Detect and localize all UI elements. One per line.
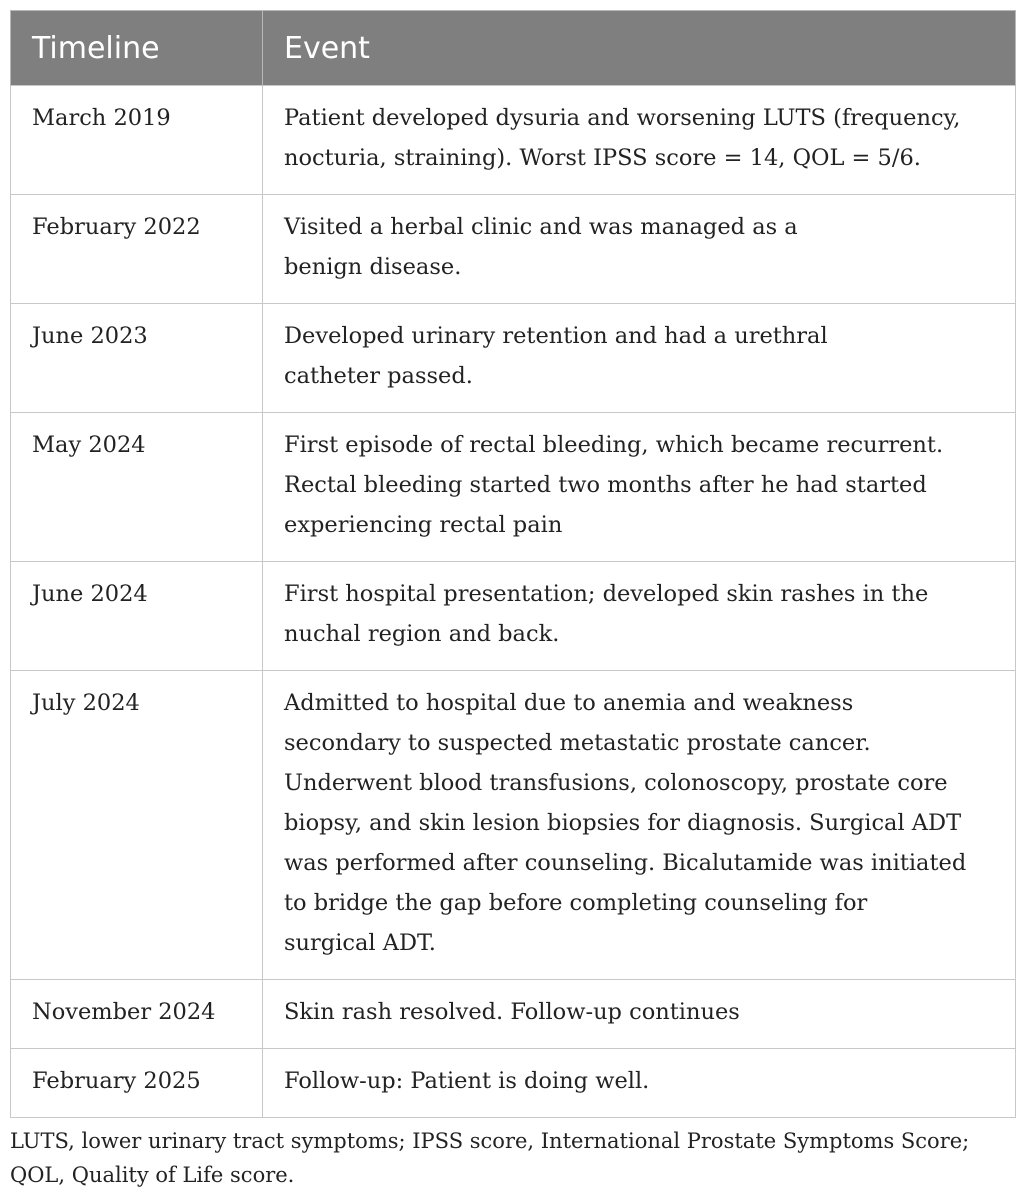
event-cell: First hospital presentation; developed skin rashes in the nuchal region and back. — [263, 562, 1016, 671]
timeline-cell: June 2023 — [11, 304, 263, 413]
event-cell: Admitted to hospital due to anemia and weakness secondary to suspected metastatic prostate cancer. Underwent blood transfusions, colonoscopy, prostate core biopsy, and skin lesion biopsies for diagnosis. Surgical ADT was performed after counseling. Bicalutamide was initiated to bridge the gap before completing counseling for surgical ADT. — [263, 671, 1016, 980]
timeline-cell: February 2022 — [11, 195, 263, 304]
timeline-cell: November 2024 — [11, 980, 263, 1049]
header-timeline: Timeline — [11, 11, 263, 86]
timeline-table — [10, 10, 1016, 1118]
event-cell: Follow-up: Patient is doing well. — [263, 1049, 1016, 1118]
table-footnote: LUTS, lower urinary tract symptoms; IPSS score, International Prostate Symptoms Score; QOL, Quality of Life score. — [10, 1129, 970, 1187]
timeline-cell: March 2019 — [11, 86, 263, 195]
timeline-table-container — [10, 10, 1015, 1118]
table-row — [11, 304, 1016, 413]
event-cell: Visited a herbal clinic and was managed as a benign disease. — [263, 195, 1016, 304]
timeline-cell: February 2025 — [11, 1049, 263, 1118]
event-cell: First episode of rectal bleeding, which became recurrent. Rectal bleeding started two months after he had started experiencing rectal pain — [263, 413, 1016, 562]
table-row — [11, 86, 1016, 195]
table-row — [11, 562, 1016, 671]
table-row — [11, 671, 1016, 980]
table-header-row — [11, 11, 1016, 86]
table-row — [11, 980, 1016, 1049]
timeline-cell: May 2024 — [11, 413, 263, 562]
event-cell: Patient developed dysuria and worsening LUTS (frequency, nocturia, straining). Worst IPSS score = 14, QOL = 5/6. — [263, 86, 1016, 195]
timeline-cell: June 2024 — [11, 562, 263, 671]
table-row — [11, 195, 1016, 304]
event-cell: Developed urinary retention and had a urethral catheter passed. — [263, 304, 1016, 413]
event-cell: Skin rash resolved. Follow-up continues — [263, 980, 1016, 1049]
header-event: Event — [263, 11, 1016, 86]
table-row — [11, 413, 1016, 562]
table-row — [11, 1049, 1016, 1118]
timeline-cell: July 2024 — [11, 671, 263, 980]
